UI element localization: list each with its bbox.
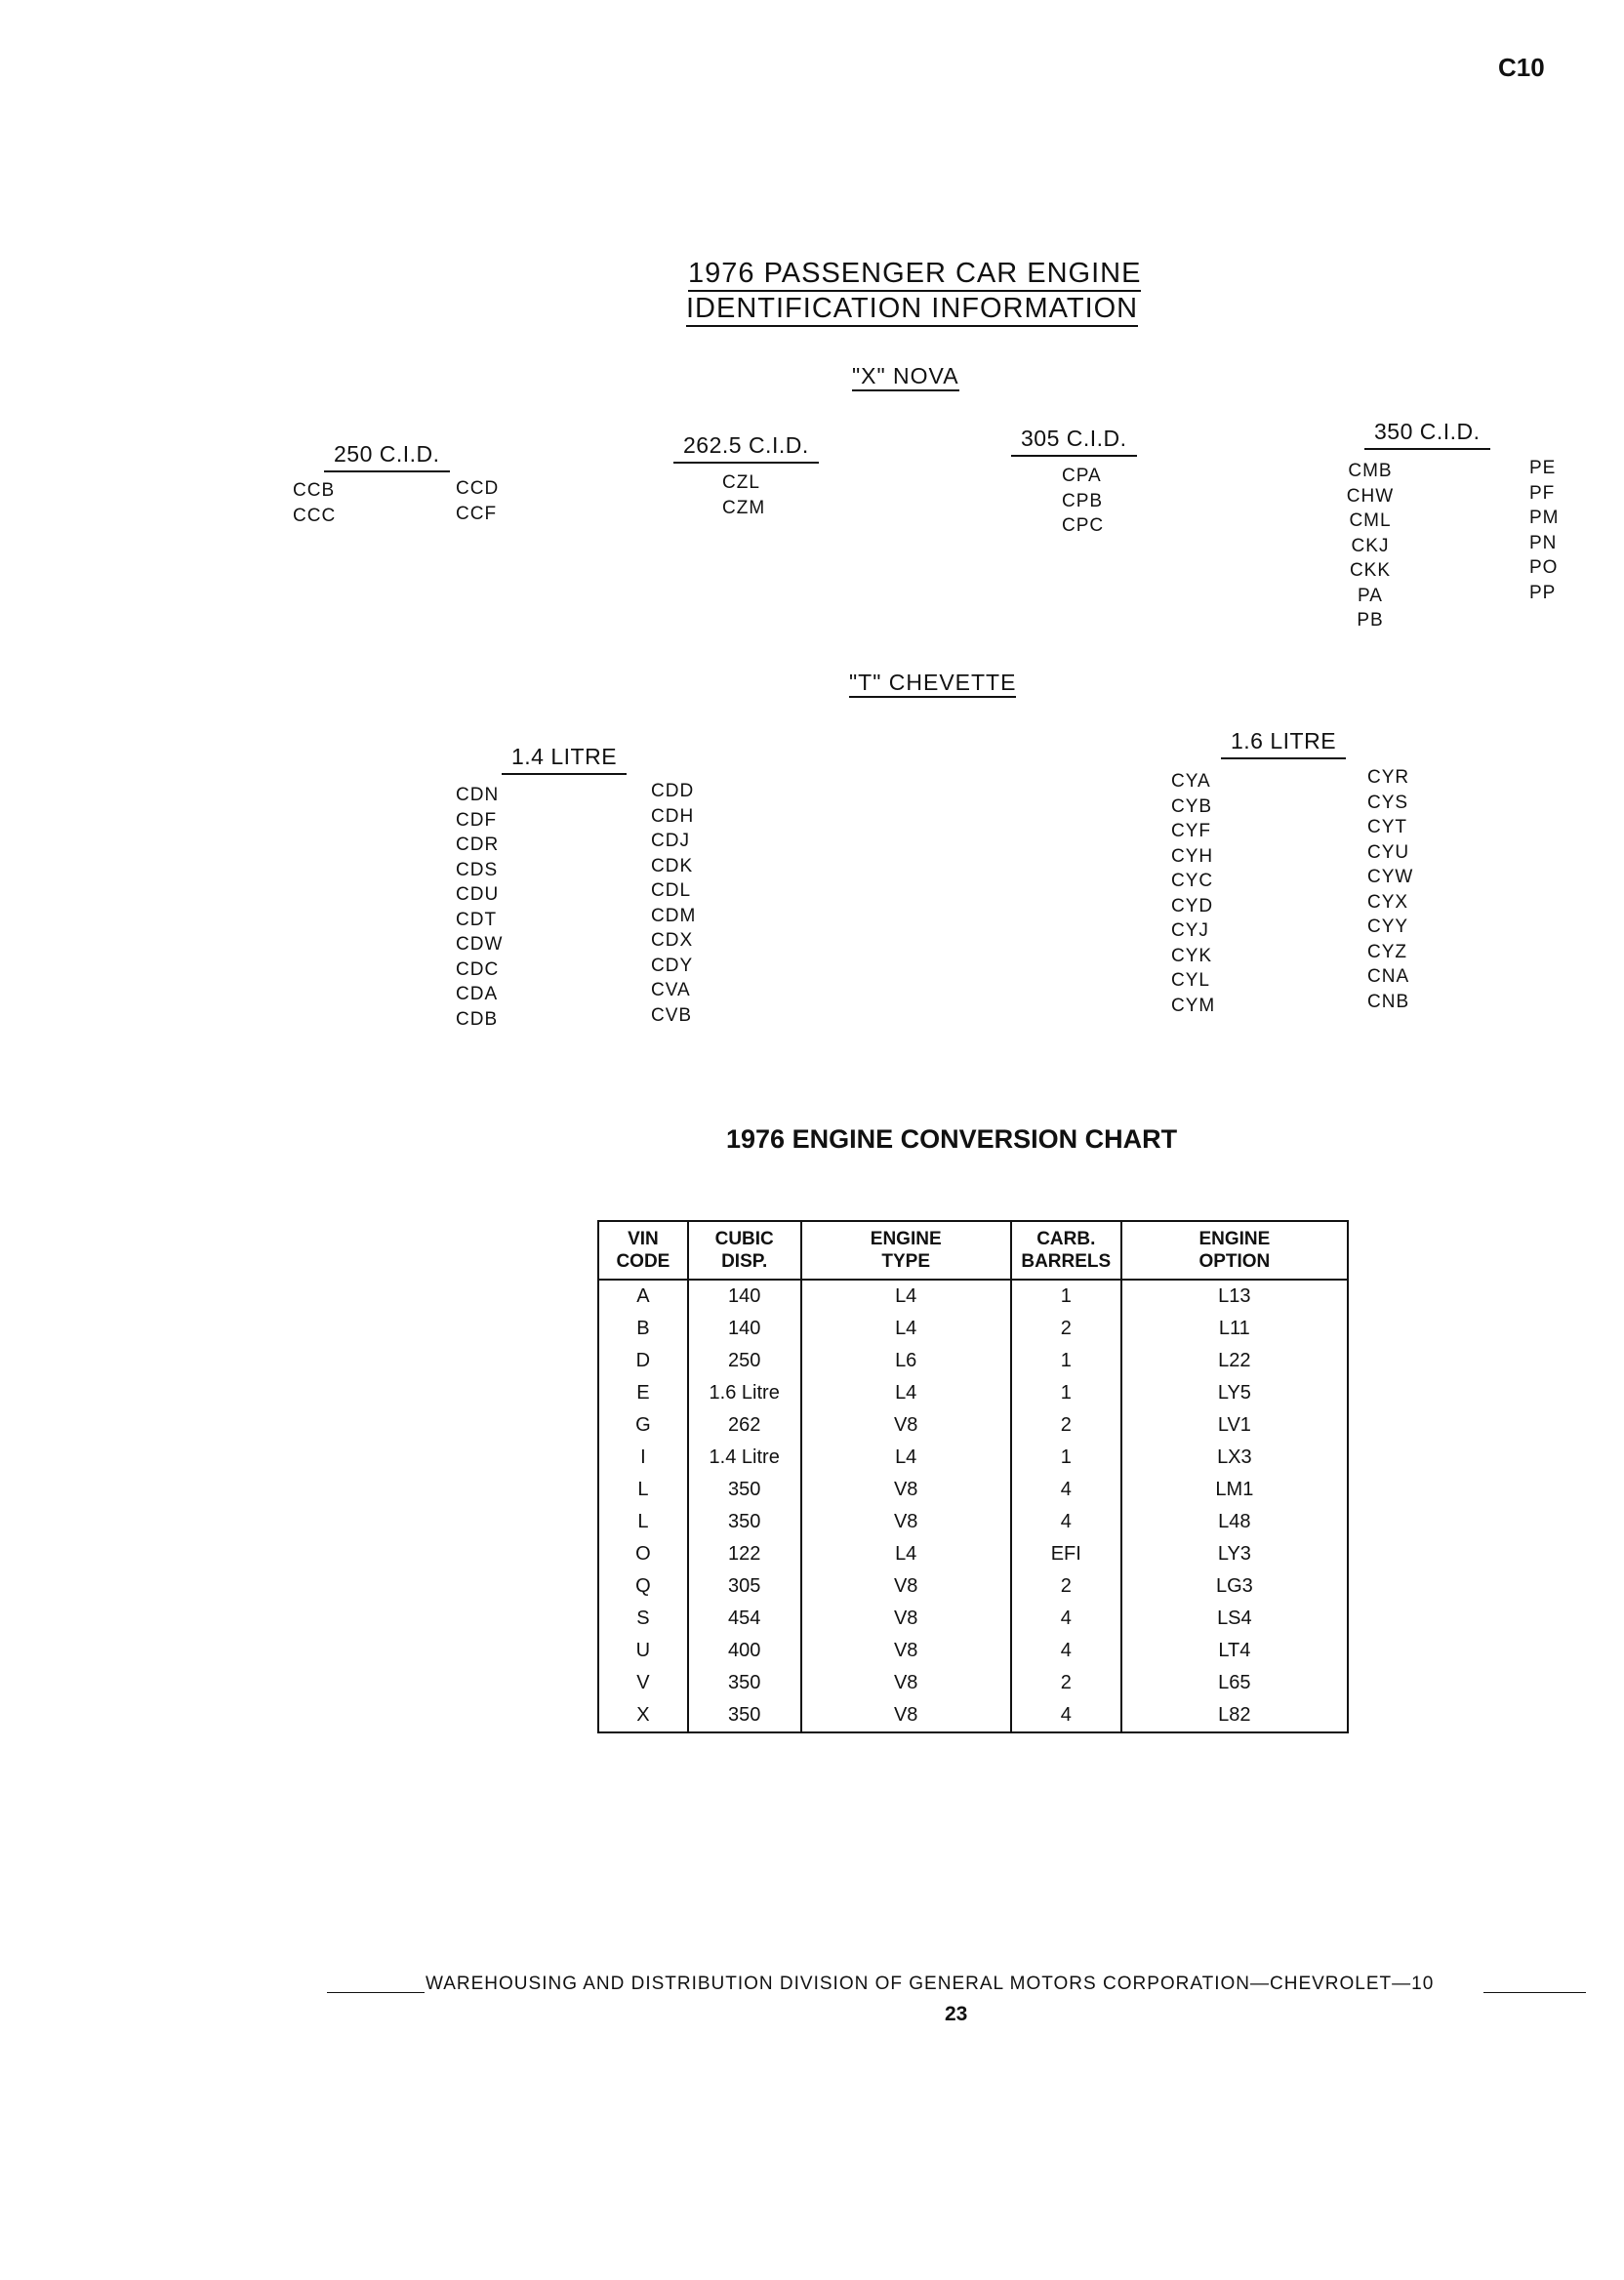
vin-code-cell: S bbox=[598, 1603, 688, 1635]
table-body bbox=[598, 1280, 1348, 1732]
list-item: PB bbox=[1357, 610, 1384, 631]
table-row bbox=[598, 1538, 1348, 1570]
nova-350-col2 bbox=[1529, 456, 1560, 605]
cubic-disp-cell: 454 bbox=[688, 1603, 801, 1635]
list-item: CVA bbox=[651, 980, 691, 1000]
chevette-heading: "T" CHEVETTE bbox=[849, 670, 1016, 696]
vin-code-cell: D bbox=[598, 1345, 688, 1377]
vin-code-cell: E bbox=[598, 1377, 688, 1409]
nova-heading: "X" NOVA bbox=[852, 363, 959, 389]
header-engine-type: ENGINE TYPE bbox=[801, 1221, 1011, 1280]
chevette-14-heading: 1.4 LITRE bbox=[502, 744, 627, 775]
chart-title: 1976 ENGINE CONVERSION CHART bbox=[726, 1124, 1178, 1154]
header-carb-barrels: CARB. BARRELS bbox=[1011, 1221, 1121, 1280]
vin-code-cell: I bbox=[598, 1442, 688, 1474]
list-item: CYW bbox=[1367, 867, 1414, 887]
table-row bbox=[598, 1474, 1348, 1506]
cubic-disp-cell: 1.6 Litre bbox=[688, 1377, 801, 1409]
list-item: CDL bbox=[651, 880, 692, 901]
nova-305-heading: 305 C.I.D. bbox=[1011, 426, 1137, 457]
list-item: CKJ bbox=[1351, 535, 1390, 556]
engine-type-cell: V8 bbox=[801, 1667, 1011, 1699]
table-row bbox=[598, 1409, 1348, 1442]
page-id: C10 bbox=[1498, 53, 1545, 82]
list-item: CYR bbox=[1367, 767, 1410, 788]
list-item: CYL bbox=[1171, 970, 1210, 991]
list-item: CDF bbox=[456, 809, 498, 831]
carb-barrels-cell: EFI bbox=[1011, 1538, 1121, 1570]
list-item: CYY bbox=[1367, 916, 1409, 937]
list-item: CVB bbox=[651, 1004, 693, 1026]
list-item: CDR bbox=[456, 835, 500, 855]
engine-option-cell: LM1 bbox=[1121, 1474, 1348, 1506]
carb-barrels-cell: 4 bbox=[1011, 1603, 1121, 1635]
carb-barrels-cell: 1 bbox=[1011, 1345, 1121, 1377]
nova-305-col1 bbox=[1062, 464, 1104, 539]
carb-barrels-cell: 4 bbox=[1011, 1474, 1121, 1506]
list-item: CZM bbox=[722, 497, 766, 518]
vin-code-cell: L bbox=[598, 1506, 688, 1538]
list-item: CHW bbox=[1346, 485, 1395, 507]
list-item: PN bbox=[1529, 532, 1558, 553]
list-item: CDW bbox=[456, 934, 504, 955]
engine-option-cell: LY5 bbox=[1121, 1377, 1348, 1409]
engine-type-cell: V8 bbox=[801, 1570, 1011, 1603]
cubic-disp-cell: 122 bbox=[688, 1538, 801, 1570]
list-item: PF bbox=[1529, 482, 1556, 504]
chevette-16-heading: 1.6 LITRE bbox=[1221, 728, 1346, 759]
cubic-disp-cell: 140 bbox=[688, 1313, 801, 1345]
table-row bbox=[598, 1603, 1348, 1635]
engine-option-cell: LG3 bbox=[1121, 1570, 1348, 1603]
nova-250-col2 bbox=[456, 476, 499, 526]
engine-option-cell: L13 bbox=[1121, 1280, 1348, 1313]
list-item: CYA bbox=[1171, 771, 1211, 792]
table-row bbox=[598, 1699, 1348, 1732]
list-item: CDS bbox=[456, 859, 499, 880]
list-item: CDA bbox=[456, 984, 499, 1004]
list-item: CDK bbox=[651, 855, 694, 876]
list-item: PP bbox=[1529, 582, 1557, 603]
nova-250-col1 bbox=[293, 478, 336, 528]
carb-barrels-cell: 4 bbox=[1011, 1699, 1121, 1732]
list-item: PE bbox=[1529, 458, 1557, 478]
carb-barrels-cell: 1 bbox=[1011, 1280, 1121, 1313]
list-item: CYT bbox=[1367, 817, 1407, 837]
carb-barrels-cell: 4 bbox=[1011, 1635, 1121, 1667]
engine-type-cell: L4 bbox=[801, 1313, 1011, 1345]
nova-262-col1 bbox=[722, 470, 765, 520]
engine-option-cell: L22 bbox=[1121, 1345, 1348, 1377]
carb-barrels-cell: 2 bbox=[1011, 1570, 1121, 1603]
cubic-disp-cell: 305 bbox=[688, 1570, 801, 1603]
vin-code-cell: B bbox=[598, 1313, 688, 1345]
carb-barrels-cell: 2 bbox=[1011, 1667, 1121, 1699]
list-item: CDC bbox=[456, 958, 500, 980]
nova-350-heading: 350 C.I.D. bbox=[1364, 419, 1490, 450]
list-item: CCC bbox=[293, 505, 337, 526]
engine-type-cell: L4 bbox=[801, 1280, 1011, 1313]
vin-code-cell: O bbox=[598, 1538, 688, 1570]
footer-text: WAREHOUSING AND DISTRIBUTION DIVISION OF GENERAL MOTORS CORPORATION—CHEVROLET—10 bbox=[426, 1974, 1435, 1994]
list-item: PO bbox=[1529, 557, 1559, 578]
cubic-disp-cell: 250 bbox=[688, 1345, 801, 1377]
engine-option-cell: LS4 bbox=[1121, 1603, 1348, 1635]
vin-code-cell: X bbox=[598, 1699, 688, 1732]
header-cubic-disp: CUBIC DISP. bbox=[688, 1221, 801, 1280]
table-row bbox=[598, 1377, 1348, 1409]
engine-type-cell: L4 bbox=[801, 1377, 1011, 1409]
list-item: CDB bbox=[456, 1008, 499, 1030]
chevette-16-col1 bbox=[1171, 769, 1215, 1018]
engine-type-cell: V8 bbox=[801, 1699, 1011, 1732]
vin-code-cell: V bbox=[598, 1667, 688, 1699]
list-item: CCD bbox=[456, 478, 500, 499]
list-item: CPA bbox=[1062, 466, 1102, 486]
table-row bbox=[598, 1506, 1348, 1538]
list-item: CDM bbox=[651, 905, 697, 926]
engine-option-cell: LT4 bbox=[1121, 1635, 1348, 1667]
cubic-disp-cell: 350 bbox=[688, 1667, 801, 1699]
list-item: CYH bbox=[1171, 845, 1214, 867]
list-item: CYK bbox=[1171, 945, 1213, 966]
list-item: PM bbox=[1529, 508, 1560, 528]
list-item: CZL bbox=[722, 472, 760, 493]
engine-option-cell: L82 bbox=[1121, 1699, 1348, 1732]
nova-350-col1 bbox=[1341, 459, 1400, 633]
list-item: CYD bbox=[1171, 895, 1214, 916]
list-item: CDT bbox=[456, 909, 498, 930]
list-item: CYX bbox=[1367, 891, 1409, 913]
list-item: CKK bbox=[1349, 560, 1392, 581]
list-item: CCF bbox=[456, 503, 498, 524]
engine-option-cell: LY3 bbox=[1121, 1538, 1348, 1570]
cubic-disp-cell: 1.4 Litre bbox=[688, 1442, 801, 1474]
table-row bbox=[598, 1345, 1348, 1377]
engine-type-cell: V8 bbox=[801, 1635, 1011, 1667]
cubic-disp-cell: 350 bbox=[688, 1506, 801, 1538]
list-item: CDN bbox=[456, 785, 500, 805]
carb-barrels-cell: 1 bbox=[1011, 1442, 1121, 1474]
chevette-14-col2 bbox=[651, 779, 696, 1028]
list-item: CNB bbox=[1367, 991, 1410, 1012]
list-item: PA bbox=[1358, 585, 1383, 606]
cubic-disp-cell: 400 bbox=[688, 1635, 801, 1667]
table-row bbox=[598, 1313, 1348, 1345]
list-item: CML bbox=[1349, 510, 1392, 531]
table-header-row bbox=[598, 1221, 1348, 1280]
list-item: CYJ bbox=[1171, 920, 1209, 941]
chevette-16-col2 bbox=[1367, 765, 1413, 1014]
engine-option-cell: L11 bbox=[1121, 1313, 1348, 1345]
conversion-table bbox=[597, 1220, 1349, 1733]
vin-code-cell: L bbox=[598, 1474, 688, 1506]
engine-type-cell: L6 bbox=[801, 1345, 1011, 1377]
list-item: CDY bbox=[651, 955, 694, 976]
header-vin-code: VIN CODE bbox=[598, 1221, 688, 1280]
list-item: CYB bbox=[1171, 795, 1213, 817]
table-row bbox=[598, 1442, 1348, 1474]
list-item: CYC bbox=[1171, 871, 1214, 891]
list-item: CYM bbox=[1171, 995, 1216, 1016]
list-item: CYZ bbox=[1367, 941, 1407, 962]
list-item: CDH bbox=[651, 805, 695, 827]
table-row bbox=[598, 1635, 1348, 1667]
nova-262-heading: 262.5 C.I.D. bbox=[673, 432, 819, 464]
carb-barrels-cell: 2 bbox=[1011, 1313, 1121, 1345]
list-item: CDJ bbox=[651, 831, 690, 851]
list-item: CCB bbox=[293, 480, 336, 501]
list-item: CYF bbox=[1171, 821, 1211, 841]
page-title-line2: IDENTIFICATION INFORMATION bbox=[686, 291, 1138, 326]
page-number: 23 bbox=[945, 2003, 968, 2025]
list-item: CPB bbox=[1062, 490, 1104, 511]
table-row bbox=[598, 1667, 1348, 1699]
table-row bbox=[598, 1570, 1348, 1603]
vin-code-cell: A bbox=[598, 1280, 688, 1313]
engine-option-cell: LX3 bbox=[1121, 1442, 1348, 1474]
list-item: CYS bbox=[1367, 792, 1409, 813]
vin-code-cell: G bbox=[598, 1409, 688, 1442]
footer-rule-left bbox=[327, 1992, 425, 1993]
vin-code-cell: U bbox=[598, 1635, 688, 1667]
carb-barrels-cell: 4 bbox=[1011, 1506, 1121, 1538]
list-item: CYU bbox=[1367, 841, 1410, 863]
nova-250-heading: 250 C.I.D. bbox=[324, 441, 450, 472]
carb-barrels-cell: 2 bbox=[1011, 1409, 1121, 1442]
engine-type-cell: V8 bbox=[801, 1603, 1011, 1635]
engine-type-cell: L4 bbox=[801, 1538, 1011, 1570]
footer-rule-right bbox=[1483, 1992, 1586, 1993]
header-engine-option: ENGINE OPTION bbox=[1121, 1221, 1348, 1280]
cubic-disp-cell: 350 bbox=[688, 1699, 801, 1732]
list-item: CPC bbox=[1062, 515, 1105, 536]
engine-type-cell: V8 bbox=[801, 1506, 1011, 1538]
list-item: CDX bbox=[651, 930, 694, 951]
cubic-disp-cell: 262 bbox=[688, 1409, 801, 1442]
table-row bbox=[598, 1280, 1348, 1313]
engine-option-cell: L65 bbox=[1121, 1667, 1348, 1699]
engine-type-cell: V8 bbox=[801, 1409, 1011, 1442]
cubic-disp-cell: 350 bbox=[688, 1474, 801, 1506]
chevette-14-col1 bbox=[456, 783, 503, 1032]
engine-option-cell: L48 bbox=[1121, 1506, 1348, 1538]
list-item: CDU bbox=[456, 884, 500, 905]
engine-type-cell: L4 bbox=[801, 1442, 1011, 1474]
page-title-line1: 1976 PASSENGER CAR ENGINE bbox=[688, 256, 1141, 291]
vin-code-cell: Q bbox=[598, 1570, 688, 1603]
engine-type-cell: V8 bbox=[801, 1474, 1011, 1506]
cubic-disp-cell: 140 bbox=[688, 1280, 801, 1313]
carb-barrels-cell: 1 bbox=[1011, 1377, 1121, 1409]
list-item: CDD bbox=[651, 781, 695, 801]
list-item: CNA bbox=[1367, 966, 1410, 987]
engine-option-cell: LV1 bbox=[1121, 1409, 1348, 1442]
list-item: CMB bbox=[1348, 461, 1393, 481]
